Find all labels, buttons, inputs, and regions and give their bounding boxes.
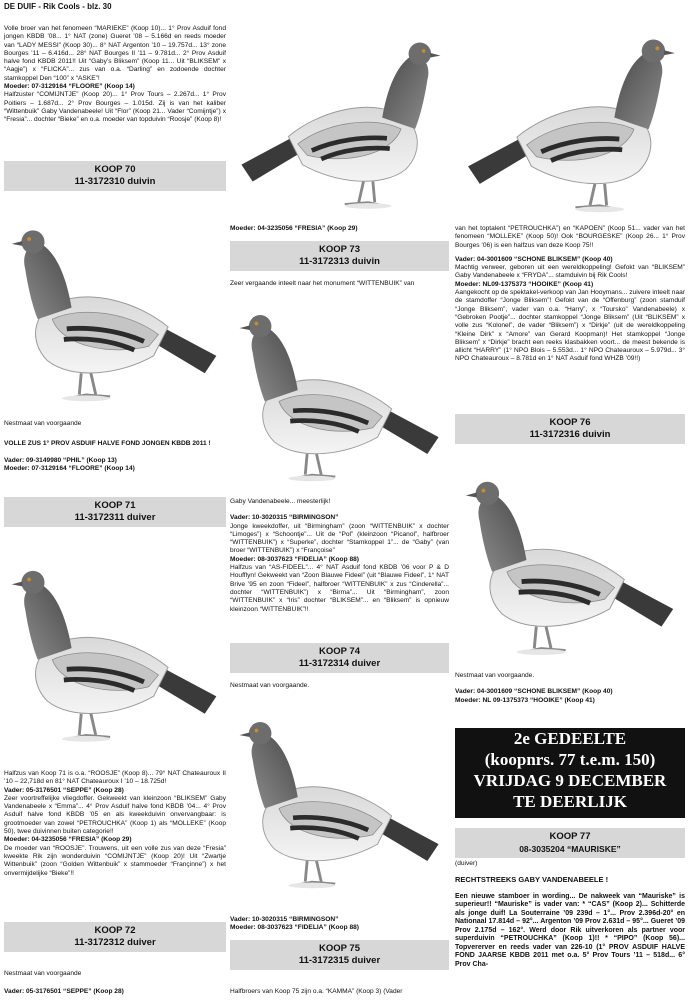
banner-line-4: TE DEERLIJK — [513, 792, 627, 811]
vader-label: Vader: 09-3149980 “PHIL” (Koop 13) — [4, 456, 117, 464]
nestmaat-label: Nestmaat van voorgaande — [4, 420, 82, 427]
koop-74-ring: 11-3172314 duiver — [298, 658, 381, 669]
koop-73-number: KOOP 73 — [318, 244, 360, 255]
koop-74-text — [230, 498, 449, 614]
pigeon-photo-71 — [4, 200, 226, 420]
koop-77-number: KOOP 77 — [549, 831, 591, 842]
moeder-text: Aangekocht op de spektakel-verkoop van Jan Hooymans... zuivere inteelt naar de stamdoffer “Jonge Bliksem”! Gefokt van de “Offenburg” (zoon stamduif “Jonge Bliksem”, vader van o.a. “Harry”, x “Toursko” Vandenabeele) x “Gebroken Pootje”... dochter stamkoppel “Jonge Bliksem” (Uit “BLIKSEM” x volle zus “Kolonel”, de vader “Bliksem”) x “Dirkje” (uit de wereldkoppeling “Kleine Dirk” x “Amore” van Gerard Koopman)! Het stamkoppel “Jonge Bliksem” x “Dirkje” bracht een reeks klasbakken voort... de meest bekende is allicht “HARRY” (1° NPO Blois – 5.553d... 1° NPO Chateauroux – 5.979d... 3° NPO Chateauroux – 8.781d en 1° NAT Asduif fond WHZB ’09!!) — [455, 289, 685, 363]
koop-75-box — [230, 940, 449, 970]
moeder-text: Halfzus van “AS-FIDEEL”... 4° NAT Asduif fond KBDB ’06 voor P & D Houfflyn! Gekweekt van “Zoon Blauwe Fideel” (uit “Blauwe Fideel”, 1° NAT Brive ’95 en zoon “Fideel”, halfbroer “WITTENBUIK” x zus “Cinderella”... dochter “WITTENBUIK”) x “Birma”... Uit “Birmingham”, zoon “WITTENBUIK” x “Iris” dochter “BLIKSEM”... en “Bliksem” is opnieuw kleinzoon “WITTENBUIK”!! — [230, 564, 449, 613]
vader-label: Vader: 10-3020315 “BIRMINGSON” — [230, 916, 339, 923]
vader-label: Vader: 04-3001609 “SCHONE BLIKSEM” (Koop 40) — [455, 255, 613, 263]
stamboek-text: Een nieuwe stamboer in wording... De nakweek van “Mauriske” is superieur!! “Mauriske” is vader van: * “CAS” (Koop 2)... Schitterde als jonge duif! La Souterraine ’09 239d – 1°... Prov 2.396d-20° en Nationaal 17.814d – 92°... Argenton ’09 Prov 2.631d – 95°... Gueret ’09 Prov 2.175d – 162°. Werd door Rik uitverkoren als partner voor superduivin “PETROUCHKA” (Koop 1)!! * “PIPO” (Koop 56)... Topvererver en reeds vader van 226-10 (1° PROV ASDUIF HALVE FOND JAARSE KBDB 2011 met o.a. 5° Prov Tours ’11 – 518d... 6° Prov Cha- — [455, 892, 685, 968]
pigeon-photo-74 — [458, 20, 683, 220]
koop-71-number: KOOP 71 — [94, 500, 136, 511]
koop-73-continued — [4, 970, 226, 997]
moeder-label: Moeder: 04-3235056 “FRESIA” (Koop 29) — [4, 836, 132, 844]
vader-text: Machtig verweer, geboren uit een wereldkoppeling! Gefokt van “BLIKSEM” Gaby Vandenabeele x “FRYDA”... stamduivin bij Rik Cools! — [455, 264, 685, 280]
koop-70-ring: 11-3172310 duivin — [74, 176, 156, 187]
koop-73-ring: 11-3172313 duivin — [299, 256, 380, 267]
moeder-label: Moeder: 04-3235056 “FRESIA” (Koop 29) — [230, 225, 358, 232]
koop-77-text — [455, 860, 685, 969]
moeder-text: De moeder van “ROOSJE”. Trouwens, uit een volle zus van deze “Fresia” kweekte Rik zijn wonderduivin “COMIJNTJE” (Koop 20)! Uit “Zwartje Wittenbuik” (zoon “Golden Wittenbuik” x stammoeder “Françinne”) x het onvermijdelijke “Bieke”!! — [4, 844, 226, 877]
pigeon-photo-76 — [458, 455, 683, 670]
vader-label: Vader: 05-3176501 “SEPPE” (Koop 28) — [4, 786, 124, 794]
koop-77-box — [455, 828, 685, 858]
koop-76-number: KOOP 76 — [549, 417, 591, 428]
intro-text: Volle broer van het fenomeen “MARIEKE” (Koop 10)... 1° Prov Asduif fond jongen KBDB ’08... 1° NAT (zone) Gueret ’08 – 5.166d en reeds moeder van “LADY MESSI” (Koop 30)... 8° NAT Argenton ’10 – 19.757d... 13° zone Bourges ’11 – 6.416d... 28° NAT Bourges II ’11 – 9.781d... 2° Prov Asduif halve fond KBDB 2011!! Uit “Gaby’s Bliksem” (Koop 11... Uit “BLIKSEM” x “Aagje”) x “FLICKA”... zus van o.a. “Darling” en zodoende dochter stamkoppel Den “100” x “ASKE”! — [4, 25, 226, 82]
inteelt-line: Zeer vergaande inteelt naar het monument “WITTENBUIK” van — [230, 280, 415, 287]
moeder-text: Halfzuster “COMIJNTJE” (Koop 20)... 1° Prov Tours – 2.267d... 1° Prov Poitiers – 1.687d... 2° Prov Bourges – 1.015d. Zij is van het kaliber “Wittenbuik” Gaby Vandenabeele! Uit “Flor” (Koop 21... Vader “Comijntje”) x “Fresia”... dochter “Bieke” en o.a. moeder van topduivin “Roosje” (Koop 8)! — [4, 91, 226, 124]
pigeon-photo-72 — [4, 538, 226, 763]
koop-71-box — [4, 497, 226, 527]
koop-72-text — [4, 770, 226, 878]
banner-line-3: VRIJDAG 9 DECEMBER — [473, 771, 667, 790]
koop-75-ring: 11-3172315 duiver — [298, 955, 381, 966]
halfzus-text: Halfzus van Koop 71 is o.a. “ROOSJE” (Koop 8)... 79° NAT Chateauroux II ’10 – 22,718d en 81° NAT Chateauroux I ’10 – 18.725d! — [4, 770, 226, 786]
koop-76-ring: 11-3172316 duivin — [529, 429, 611, 440]
koop-75-number: KOOP 75 — [318, 943, 360, 954]
rechtstreeks-heading: RECHTSTREEKS GABY VANDENABEELE ! — [455, 875, 609, 885]
duiver-label: (duiver) — [455, 860, 478, 867]
inteelt-text — [230, 280, 449, 288]
sale-banner — [455, 728, 685, 818]
banner-line-2: (koopnrs. 77 t.e.m. 150) — [484, 750, 656, 769]
vader-text: Jonge kweekdoffer, uit “Birmingham” (zoon “WITTENBUIK” x dochter “Limoges”) x “Schoontje”... Uit de “Pol” (kleinzoon “Picanol”, halfbroer “WITTENBUIK”) x “Superke”, dochter “Stamkoppel 1”... de “Gaby” (van broer “WITTENBUIK”) x “Françoise” — [230, 522, 449, 555]
koop-71-text — [4, 420, 226, 473]
koop-71-ring: 11-3172311 duiver — [74, 512, 156, 523]
column-left — [4, 25, 226, 125]
koop-77-ring: 08-3035204 “MAURISKE” — [519, 844, 621, 854]
pigeon-photo-73 — [232, 290, 448, 495]
nestmaat-76 — [455, 672, 685, 705]
vader-label: Vader: 10-3020315 “BIRMINGSON” — [230, 514, 339, 522]
koop-74-number: KOOP 74 — [318, 646, 360, 657]
koop-76-text — [455, 225, 685, 364]
moeder-label: Moeder: NL 09-1375373 “HOOIKE” (Koop 41) — [455, 696, 595, 704]
koop-72-box — [4, 922, 226, 952]
nestmaat-label: Nestmaat van voorgaande. — [230, 682, 310, 689]
koop-74-box — [230, 643, 449, 673]
moeder-label: Moeder: NL09-1375373 “HOOIKE” (Koop 41) — [455, 280, 594, 288]
pigeon-photo-70 — [232, 20, 448, 220]
halfbroers-line: Halfbroers van Koop 75 zijn o.a. “KAMMA” (Koop 3) (Vader — [230, 988, 403, 995]
koop-76-box — [455, 414, 685, 444]
koop-72-number: KOOP 72 — [94, 925, 136, 936]
moeder-label: Moeder: 07-3129164 “FLOORE” (Koop 14) — [4, 464, 135, 472]
volle-zus-heading: VOLLE ZUS 1° PROV ASDUIF HALVE FOND JONGEN KBDB 2011 ! — [4, 440, 211, 448]
moeder-label: Moeder: 07-3129164 “FLOORE” (Koop 14) — [4, 83, 135, 91]
koop-70-number: KOOP 70 — [94, 164, 136, 175]
moeder-label: Moeder: 08-3037623 “FIDELIA” (Koop 88) — [230, 555, 359, 563]
page-header: DE DUIF - Rik Cools - blz. 30 — [4, 2, 112, 11]
pigeon-photo-75 — [232, 692, 448, 907]
moeder-73 — [230, 225, 449, 233]
gaby-line: Gaby Vandenabeele... meesterlijk! — [230, 498, 331, 505]
koop-72-ring: 11-3172312 duiver — [74, 937, 156, 948]
nestmaat-74 — [230, 682, 449, 690]
koop-73-box — [230, 241, 449, 271]
vader-label: Vader: 05-3176501 “SEPPE” (Koop 28) — [4, 988, 124, 996]
koop-75-parents — [230, 916, 449, 933]
banner-line-1: 2e GEDEELTE — [513, 729, 627, 748]
vader-label: Vader: 04-3001609 “SCHONE BLIKSEM” (Koop 40) — [455, 688, 613, 696]
toptalent-text: van het toptalent “PETROUCHKA”) en “KAPOEN” (Koop 51... vader van het fenomeen “MOLLEKE” (Koop 50)! Ook “BOURGESKE” (Koop 26... 1° Prov Bourges ’06) is een halfzus van deze Koop 75!! — [455, 225, 685, 249]
koop-70-box — [4, 161, 226, 191]
moeder-label: Moeder: 08-3037623 “FIDELIA” (Koop 88) — [230, 924, 359, 932]
halfbroers-text — [230, 988, 449, 996]
nestmaat-label: Nestmaat van voorgaande — [4, 970, 82, 977]
nestmaat-label: Nestmaat van voorgaande. — [455, 672, 535, 679]
vader-text: Zeer voortreffelijke vliegdoffer. Gekweekt van kleinzoon “BLIKSEM” Gaby Vandenabeele x “Emma”... 4° Prov Asduif halve fond KBDB ’04... 4° Prov Asduif halve fond KBDB ’05 en als kweekduivin onvervangbaar: is grootmoeder van zowel “PETROUCHKA” (Koop 1) als “MOLLEKE” (Koop 50), twee duivinnen buiten categorie!! — [4, 794, 226, 836]
